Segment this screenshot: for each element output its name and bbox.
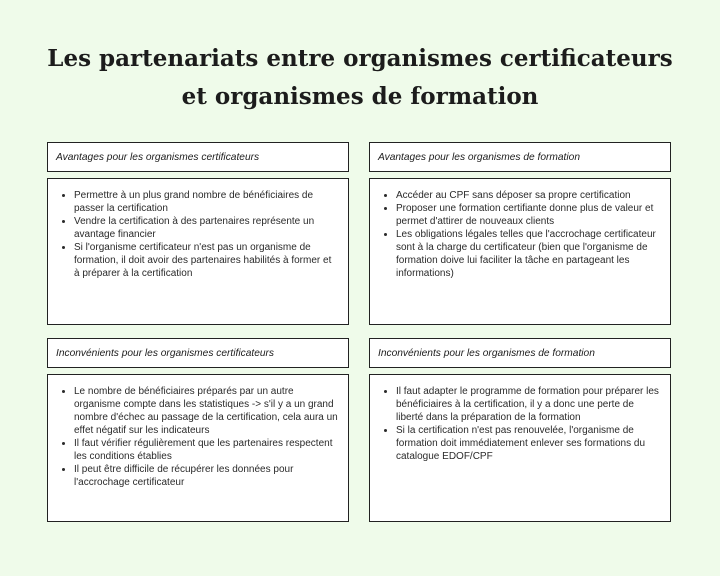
list-item: • Il peut être difficile de récupérer les données pour l'accrochage certificateur — [74, 463, 338, 489]
list-item: • Accéder au CPF sans déposer sa propre certification — [396, 189, 660, 202]
card-heading: Inconvénients pour les organismes de formation — [369, 338, 671, 368]
card-drawbacks-certifiers — [47, 338, 349, 522]
list-item: • Si la certification n'est pas renouvelée, l'organisme de formation doit immédiatement enlever ses formations du catalogue EDOF/CPF — [396, 424, 660, 463]
list-item: • Il faut adapter le programme de formation pour préparer les bénéficiaires à la certification, il y a donc une perte de liberté dans la préparation de la formation — [396, 385, 660, 424]
card-body — [369, 374, 671, 522]
card-body — [47, 178, 349, 325]
list-item: • Permettre à un plus grand nombre de bénéficiaires de passer la certification — [74, 189, 338, 215]
list-item: • Proposer une formation certifiante donne plus de valeur et permet d'attirer de nouveaux clients — [396, 202, 660, 228]
card-body — [369, 178, 671, 325]
list-item: • Le nombre de bénéficiaires préparés par un autre organisme compte dans les statistiques -> s'il y a un grand nombre d'échec au passage de la certification, cela aura un effet négatif sur les indicateurs — [74, 385, 338, 437]
card-heading: Inconvénients pour les organismes certificateurs — [47, 338, 349, 368]
card-body — [47, 374, 349, 522]
card-advantages-certifiers — [47, 142, 349, 325]
list-item: • Les obligations légales telles que l'accrochage certificateur sont à la charge du certificateur (bien que l'organisme de formation doive lui faciliter la tâche en partageant les informations) — [396, 228, 660, 280]
bullet-list — [378, 189, 660, 280]
card-drawbacks-training — [369, 338, 671, 522]
bullet-list — [378, 385, 660, 463]
list-item: • Il faut vérifier régulièrement que les partenaires respectent les conditions établies — [74, 437, 338, 463]
card-heading: Avantages pour les organismes de formation — [369, 142, 671, 172]
bullet-list — [56, 189, 338, 280]
page-title: Les partenariats entre organismes certificateurs et organismes de formation — [47, 45, 673, 110]
card-advantages-training — [369, 142, 671, 325]
bullet-list — [56, 385, 338, 489]
list-item: • Vendre la certification à des partenaires représente un avantage financier — [74, 215, 338, 241]
list-item: • Si l'organisme certificateur n'est pas un organisme de formation, il doit avoir des partenaires habilités à former et à préparer à la certification — [74, 241, 338, 280]
card-heading: Avantages pour les organismes certificateurs — [47, 142, 349, 172]
